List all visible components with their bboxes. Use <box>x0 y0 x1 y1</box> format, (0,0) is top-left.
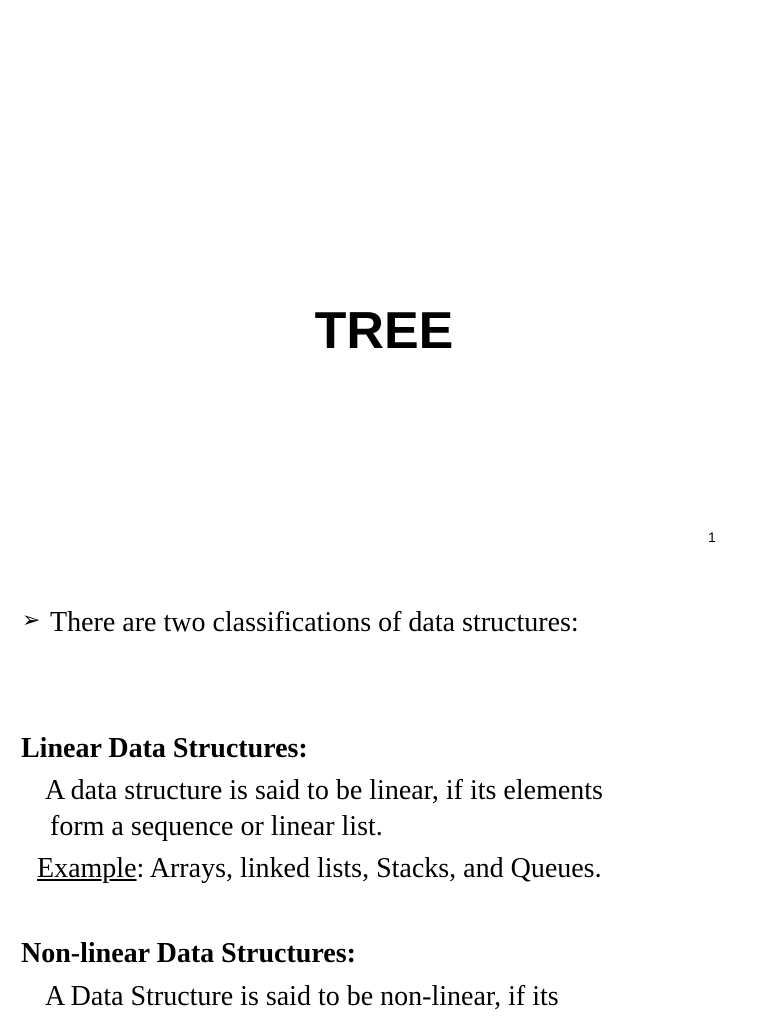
arrow-bullet-icon: ➢ <box>22 608 41 633</box>
example-label: Example <box>37 853 137 884</box>
bullet-text: There are two classifications of data structures: <box>50 607 579 638</box>
linear-example <box>37 852 602 886</box>
example-text: : Arrays, linked lists, Stacks, and Queues. <box>136 853 602 884</box>
nonlinear-heading: Non-linear Data Structures: <box>21 938 356 969</box>
linear-heading: Linear Data Structures: <box>21 733 308 764</box>
slide-title: TREE <box>314 302 454 360</box>
linear-description-line1: A data structure is said to be linear, if its elements <box>45 775 603 806</box>
linear-description-line2: form a sequence or linear list. <box>50 811 383 842</box>
nonlinear-description-line1: A Data Structure is said to be non-linear, if its <box>45 981 559 1012</box>
bullet-item <box>22 604 579 640</box>
page-number: 1 <box>708 529 716 545</box>
